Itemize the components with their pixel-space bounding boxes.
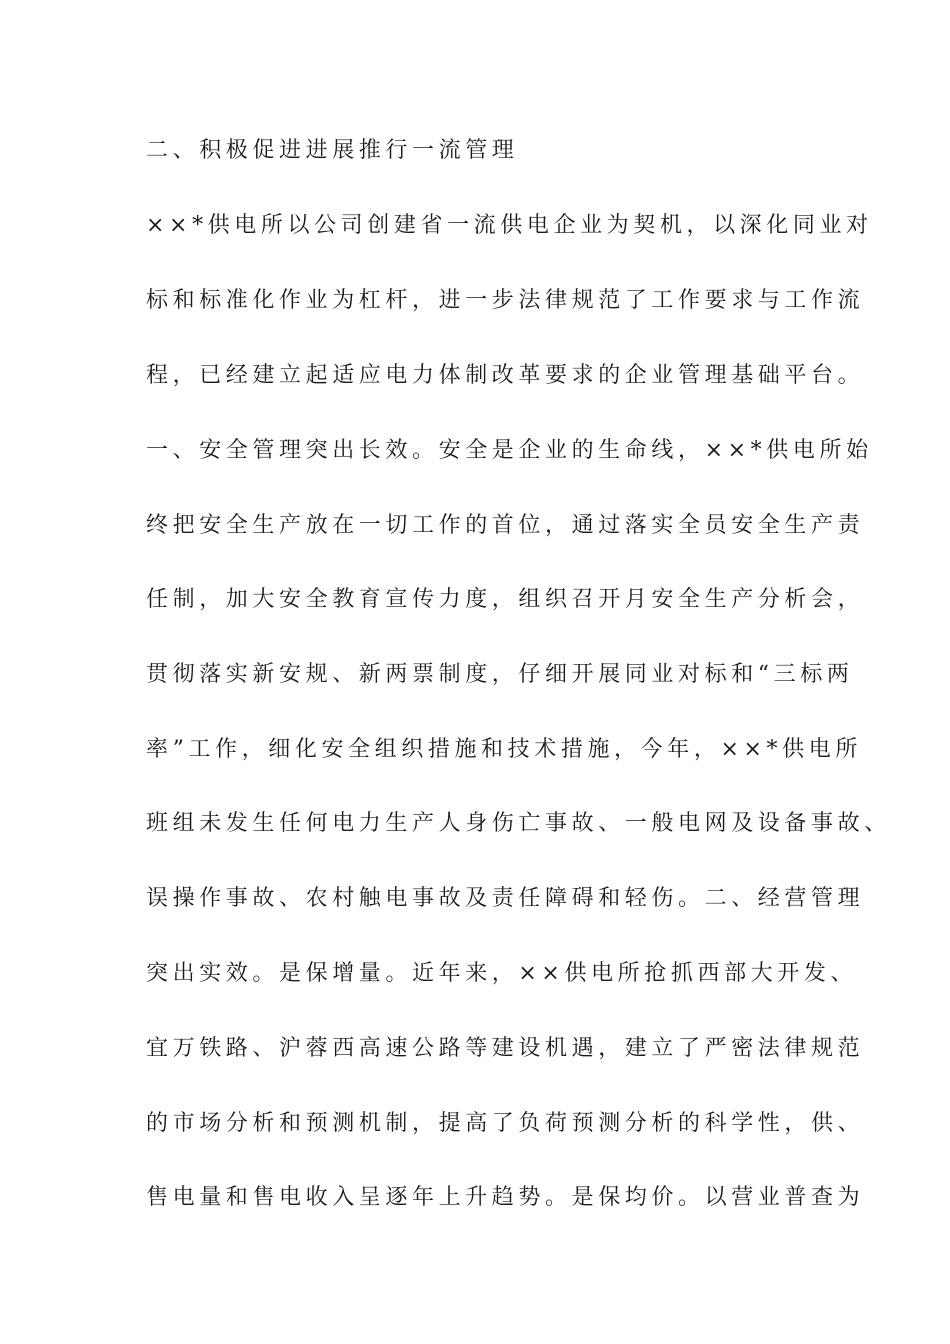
paragraph-line: 突出实效。是保增量。近年来，××供电所抢抓西部大开发、	[146, 961, 858, 986]
paragraph-line: ××*供电所以公司创建省一流供电企业为契机，以深化同业对	[146, 213, 873, 238]
paragraph-line: 售电量和售电收入呈逐年上升趋势。是保均价。以营业普查为	[146, 1185, 865, 1210]
paragraph-line: 一、安全管理突出长效。安全是企业的生命线，××*供电所始	[146, 438, 873, 463]
paragraph-line: 终把安全生产放在一切工作的首位，通过落实全员安全生产责	[146, 513, 865, 538]
paragraph-line: 的市场分析和预测机制，提高了负荷预测分析的科学性，供、	[146, 1111, 865, 1136]
paragraph-line: 任制，加大安全教育宣传力度，组织召开月安全生产分析会，	[146, 587, 865, 612]
paragraph-line: 班组未发生任何电力生产人身伤亡事故、一般电网及设备事故、	[146, 811, 891, 836]
paragraph-line: 贯彻落实新安规、新两票制度，仔细开展同业对标和“三标两	[146, 662, 854, 687]
section-heading: 二、积极促进进展推行一流管理	[146, 138, 519, 163]
paragraph-line: 程，已经建立起适应电力体制改革要求的企业管理基础平台。	[146, 363, 865, 388]
paragraph-line: 误操作事故、农村触电事故及责任障碍和轻伤。二、经营管理	[146, 886, 865, 911]
paragraph-line: 率”工作，细化安全组织措施和技术措施，今年，××*供电所	[146, 737, 862, 762]
paragraph-line: 宜万铁路、沪蓉西高速公路等建设机遇，建立了严密法律规范	[146, 1036, 865, 1061]
paragraph-line: 标和标准化作业为杠杆，进一步法律规范了工作要求与工作流	[146, 288, 865, 313]
